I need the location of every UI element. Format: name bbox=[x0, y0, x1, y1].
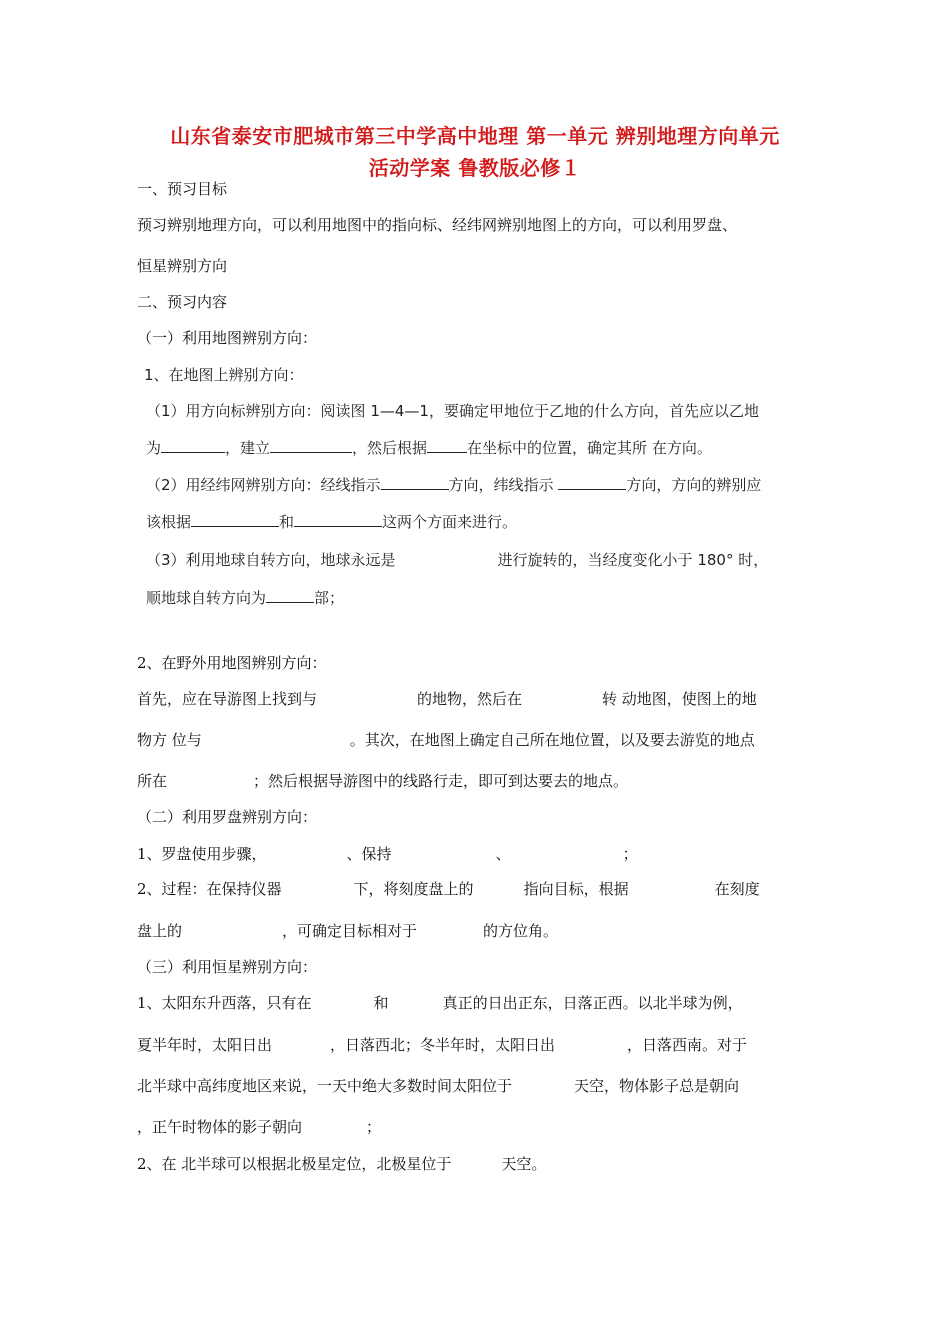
section-1-heading: 一、预习目标 bbox=[137, 180, 228, 198]
text-span: 1、太阳东升西落，只有在 bbox=[137, 994, 312, 1012]
text-span: 真正的日出正东，日落正西。以北半球为例， bbox=[442, 994, 743, 1012]
text-span: 方向，纬线指示 bbox=[448, 476, 559, 494]
paragraph-6-line-b bbox=[137, 920, 558, 941]
text-span: 的方位角。 bbox=[483, 922, 559, 940]
text-span: ； bbox=[366, 1118, 382, 1136]
text-span: （3）利用地球自转方向，地球永远是 bbox=[146, 551, 396, 569]
text-span: 部； bbox=[314, 589, 345, 607]
paragraph-7-line-d bbox=[137, 1116, 381, 1137]
fill-blank[interactable] bbox=[558, 475, 626, 490]
text-span: ； bbox=[622, 845, 638, 863]
text-span: 夏半年时，太阳日出 bbox=[137, 1036, 273, 1054]
text-span: 。其次，在地图上确定自己所在地位置，以及要去游览的地点 bbox=[349, 731, 755, 749]
paragraph-1-line-a: （1）用方向标辨别方向：阅读图 1—4—1，要确定甲地位于乙地的什么方向，首先应以乙地 bbox=[146, 402, 759, 420]
text-span: 物方 位与 bbox=[137, 731, 202, 749]
fill-blank[interactable] bbox=[294, 512, 382, 527]
paragraph-4-line-a bbox=[137, 688, 757, 709]
text-span: 2、过程：在保持仪器 bbox=[137, 880, 282, 898]
text-span: 1、罗盘使用步骤， bbox=[137, 845, 267, 863]
text-span: ，然后根据 bbox=[352, 439, 428, 457]
text-span: 在坐标中的位置，确定其所 在方向。 bbox=[467, 439, 712, 457]
text-span: 所在 bbox=[137, 772, 168, 790]
text-span: 转 动地图，使图上的地 bbox=[602, 690, 757, 708]
text-span: ，可确定目标相对于 bbox=[282, 922, 418, 940]
text-span: 首先，应在导游图上找到与 bbox=[137, 690, 318, 708]
paragraph-2-line-b bbox=[146, 511, 517, 532]
text-span: ，建立 bbox=[225, 439, 271, 457]
text-span: 和 bbox=[279, 513, 295, 531]
text-span: 2、在 北半球可以根据北极星定位，北极星位于 bbox=[137, 1155, 452, 1173]
item-2-heading: 2、在野外用地图辨别方向： bbox=[137, 654, 327, 672]
fill-blank[interactable] bbox=[270, 438, 352, 453]
text-span: 顺地球自转方向为 bbox=[146, 589, 267, 607]
subsection-3-heading: （三）利用恒星辨别方向： bbox=[137, 958, 318, 976]
text-span: 、 bbox=[495, 845, 511, 863]
fill-blank[interactable] bbox=[427, 438, 467, 453]
text-span: ，日落西北；冬半年时，太阳日出 bbox=[330, 1036, 556, 1054]
text-span: 和 bbox=[373, 994, 389, 1012]
text-span: 的地物，然后在 bbox=[417, 690, 523, 708]
fill-blank[interactable] bbox=[161, 438, 225, 453]
paragraph-4-line-b bbox=[137, 729, 755, 750]
item-1-heading: 1、在地图上辨别方向： bbox=[144, 366, 304, 384]
text-span: 方向，方向的辨别应 bbox=[626, 476, 762, 494]
doc-title-line-2: 活动学案 鲁教版必修１ bbox=[368, 156, 582, 180]
text-span: 为 bbox=[146, 439, 162, 457]
paragraph-5 bbox=[137, 843, 638, 864]
text-span: （2）用经纬网辨别方向：经线指示 bbox=[146, 476, 381, 494]
text-span: ，日落西南。对于 bbox=[627, 1036, 748, 1054]
paragraph-4-line-c bbox=[137, 770, 628, 791]
text-span: 进行旋转的，当经度变化小于 180° 时， bbox=[497, 551, 769, 569]
subsection-2-heading: （二）利用罗盘辨别方向： bbox=[137, 808, 318, 826]
text-span: 盘上的 bbox=[137, 922, 183, 940]
text-span: ，正午时物体的影子朝向 bbox=[137, 1118, 303, 1136]
doc-title-line-1: 山东省泰安市肥城市第三中学高中地理 第一单元 辨别地理方向单元 bbox=[170, 124, 780, 148]
fill-blank[interactable] bbox=[266, 588, 314, 603]
paragraph-8 bbox=[137, 1153, 546, 1174]
text-span: 这两个方面来进行。 bbox=[382, 513, 518, 531]
text-span: 天空。 bbox=[501, 1155, 547, 1173]
section-2-heading: 二、预习内容 bbox=[137, 293, 228, 311]
paragraph-3-line-a bbox=[146, 549, 768, 570]
paragraph-7-line-b bbox=[137, 1034, 747, 1055]
paragraph-7-line-c bbox=[137, 1075, 739, 1096]
paragraph-6-line-a bbox=[137, 878, 760, 899]
text-span: 、保持 bbox=[346, 845, 392, 863]
text-span: 在刻度 bbox=[714, 880, 760, 898]
paragraph-3-line-b bbox=[146, 587, 344, 608]
text-span: 下，将刻度盘上的 bbox=[353, 880, 474, 898]
section-1-text-b: 恒星辨别方向 bbox=[137, 257, 228, 275]
text-span: 天空，物体影子总是朝向 bbox=[574, 1077, 740, 1095]
fill-blank[interactable] bbox=[191, 512, 279, 527]
text-span: 该根据 bbox=[146, 513, 192, 531]
text-span: 北半球中高纬度地区来说，一天中绝大多数时间太阳位于 bbox=[137, 1077, 513, 1095]
section-1-text-a: 预习辨别地理方向，可以利用地图中的指向标、经纬网辨别地图上的方向，可以利用罗盘、 bbox=[137, 216, 738, 234]
subsection-1-heading: （一）利用地图辨别方向： bbox=[137, 329, 318, 347]
text-span: 指向目标，根据 bbox=[523, 880, 629, 898]
paragraph-2-line-a bbox=[146, 474, 761, 495]
paragraph-7-line-a bbox=[137, 992, 743, 1013]
paragraph-1-line-b bbox=[146, 437, 712, 458]
fill-blank[interactable] bbox=[381, 475, 449, 490]
text-span: ；然后根据导游图中的线路行走，即可到达要去的地点。 bbox=[253, 772, 629, 790]
